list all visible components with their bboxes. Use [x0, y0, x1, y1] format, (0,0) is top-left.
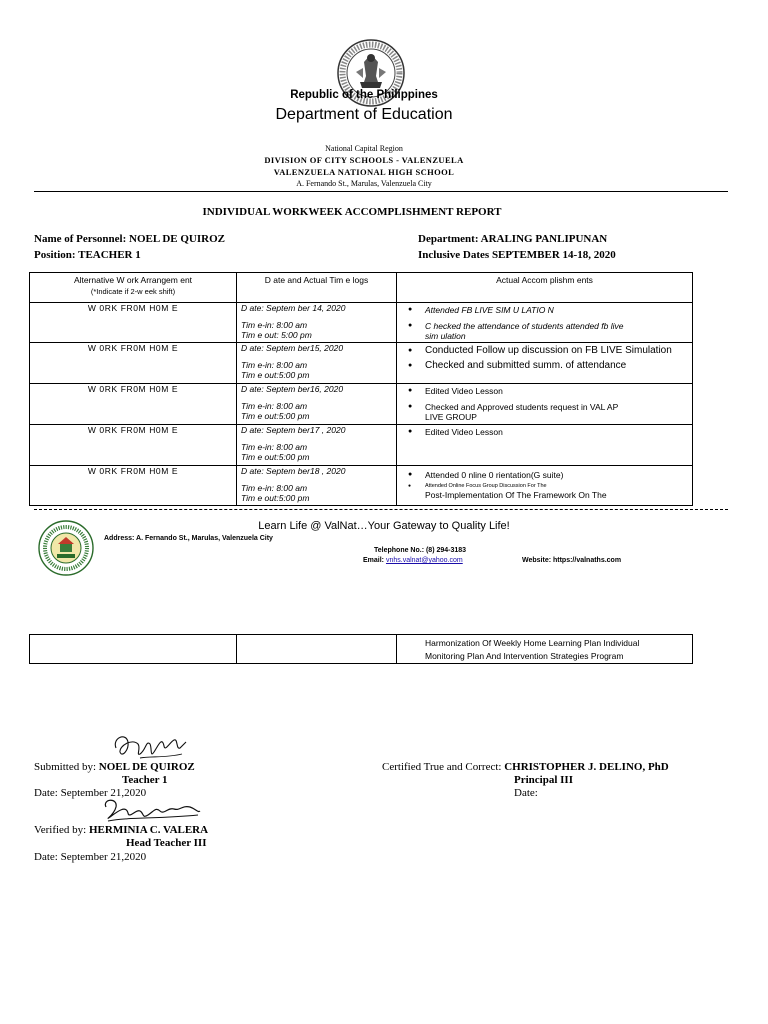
school-line: VALENZUELA NATIONAL HIGH SCHOOL [273, 167, 455, 177]
arrangement-cell: W 0RK FR0M H0M E [87, 466, 179, 476]
header-accomplishments-label: Actual Accom plishm ents [496, 275, 593, 285]
school-tagline: Learn Life @ ValNat…Your Gateway to Quality Life! [258, 520, 510, 532]
report-title: INDIVIDUAL WORKWEEK ACCOMPLISHMENT REPORT [202, 206, 502, 218]
header-date-label: D ate and Actual Tim e logs [264, 275, 369, 285]
submitted-date: Date: September 21,2020 [34, 787, 147, 799]
time-in: Tim e-in: 8:00 am [241, 442, 308, 452]
table-row [30, 303, 693, 343]
personnel-name: Name of Personnel: NOEL DE QUIROZ [34, 233, 225, 245]
school-address: A. Fernando St., Marulas, Valenzuela City [296, 179, 432, 188]
accomplishment-item: ● Edited Video Lesson [425, 427, 692, 437]
table-header-row [30, 273, 693, 303]
header-arrangement-note: (*Indicate if 2-w eek shift) [90, 287, 176, 296]
accomplishment-item: ● C hecked the attendance of students attended fb live [425, 321, 692, 331]
footer-address: Address: A. Fernando St., Marulas, Valenzuela City [104, 535, 273, 542]
accomplishment-item-cont: sim ulation [425, 331, 466, 341]
arrangement-cell: W 0RK FR0M H0M E [87, 343, 179, 353]
verified-title: Head Teacher III [126, 837, 207, 849]
time-out: Tim e out:5:00 pm [241, 411, 310, 421]
accomplishment-item-cont: LIVE GROUP [425, 412, 477, 422]
arrangement-cell: W 0RK FR0M H0M E [87, 303, 179, 313]
submitted-name: NOEL DE QUIROZ [98, 761, 195, 773]
accomplishment-item: ● Conducted Follow up discussion on FB LIVE Simulation [425, 344, 692, 357]
verified-date: Date: September 21,2020 [34, 851, 147, 863]
footer-telephone: Telephone No.: (8) 294-3183 [374, 547, 467, 554]
time-in: Tim e-in: 8:00 am [241, 360, 308, 370]
arrangement-cell: W 0RK FR0M H0M E [87, 425, 179, 435]
header-arrangement [30, 273, 237, 303]
department-heading: Department of Education [275, 106, 453, 123]
certified-title: Principal III [514, 774, 573, 786]
footer-divider [34, 509, 728, 510]
time-in: Tim e-in: 8:00 am [241, 483, 308, 493]
date-cell: D ate: Septem ber 14, 2020 [241, 303, 346, 313]
time-in: Tim e-in: 8:00 am [241, 401, 308, 411]
table-row [30, 425, 693, 466]
verifier-signature [98, 795, 203, 827]
header-accomplishments [397, 273, 693, 303]
table-row [30, 343, 693, 384]
personnel-position: Position: TEACHER 1 [34, 249, 141, 261]
certified-by [382, 761, 669, 773]
submitted-by [34, 761, 195, 773]
submitted-label: Submitted by: [34, 761, 97, 773]
division-line: DIVISION OF CITY SCHOOLS - VALENZUELA [264, 155, 464, 165]
header-arrangement-label: Alternative W ork Arrangem ent [73, 275, 193, 285]
verified-by [34, 824, 208, 836]
time-out: Tim e out:5:00 pm [241, 452, 310, 462]
continued-line: Harmonization Of Weekly Home Learning Plan Individual [425, 638, 640, 648]
table-row [30, 635, 693, 664]
time-in: Tim e-in: 8:00 am [241, 320, 308, 330]
table-row [30, 466, 693, 506]
time-out: Tim e out: 5:00 pm [241, 330, 312, 340]
verified-label: Verified by: [34, 824, 87, 836]
accomplishment-item: ● Checked and submitted summ. of attendance [425, 359, 692, 372]
submitted-title: Teacher 1 [122, 774, 168, 786]
header-date [237, 273, 397, 303]
accomplishment-item: ● Edited Video Lesson [425, 386, 692, 396]
certified-date: Date: [514, 787, 538, 799]
region-line: National Capital Region [325, 144, 403, 153]
accomplishment-item: ● Attended Online Focus Group Discussion For The [425, 483, 692, 490]
time-out: Tim e out:5:00 pm [241, 493, 310, 503]
time-out: Tim e out:5:00 pm [241, 370, 310, 380]
email-link[interactable]: vnhs.valnat@yahoo.com [385, 557, 463, 564]
date-cell: D ate: Septem ber18 , 2020 [241, 466, 346, 476]
footer-email-label: Email: [363, 557, 385, 564]
footer-website: Website: https://valnaths.com [522, 557, 622, 564]
personnel-department: Department: ARALING PANLIPUNAN [418, 233, 608, 245]
footer-email [363, 557, 463, 564]
accomplishment-table [29, 272, 693, 506]
date-cell: D ate: Septem ber16, 2020 [241, 384, 344, 394]
submitter-signature [110, 728, 190, 764]
accomplishment-item: ● Attended 0 nline 0 rientation(G suite) [425, 470, 692, 480]
table-row [30, 384, 693, 425]
continued-line: Monitoring Plan And Intervention Strategies Program [425, 651, 624, 661]
inclusive-dates: Inclusive Dates SEPTEMBER 14-18, 2020 [418, 249, 616, 261]
certified-label: Certified True and Correct: [382, 761, 502, 773]
certified-name: CHRISTOPHER J. DELINO, PhD [504, 761, 669, 773]
accomplishment-item-cont: Post-Implementation Of The Framework On The [425, 490, 607, 500]
accomplishment-item: ● Checked and Approved students request in VAL AP [425, 402, 692, 412]
header-divider [34, 191, 728, 192]
date-cell: D ate: Septem ber17 , 2020 [241, 425, 346, 435]
verified-name: HERMINIA C. VALERA [88, 824, 209, 836]
arrangement-cell: W 0RK FR0M H0M E [87, 384, 179, 394]
accomplishment-table-continued [29, 634, 693, 664]
accomplishment-item: ● Attended FB LIVE SIM U LATIO N [425, 305, 692, 315]
date-cell: D ate: Septem ber15, 2020 [241, 343, 344, 353]
republic-heading: Republic of the Philippines [290, 89, 438, 101]
